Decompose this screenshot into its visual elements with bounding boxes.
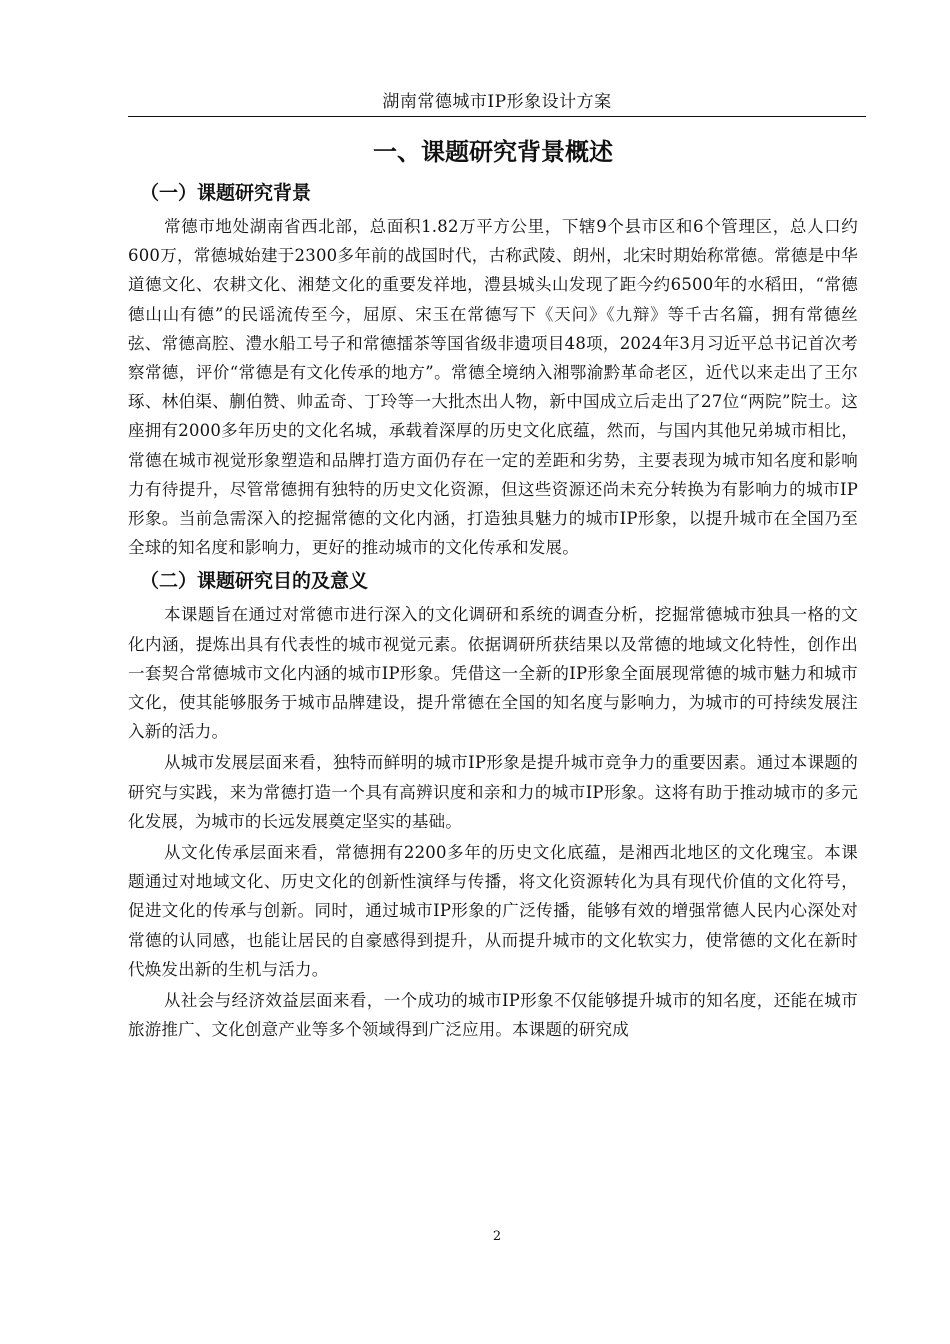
paragraph: 从文化传承层面来看，常德拥有2200多年的历史文化底蕴，是湘西北地区的文化瑰宝。本课题通过对地域文化、历史文化的创新性演绎与传播，将文化资源转化为具有现代价值的文化符号，促进文化的传承与创新。同时，通过城市IP形象的广泛传播，能够有效的增强常德人民内心深处对常德的认同感，也能让居民的自豪感得到提升，从而提升城市的文化软实力，使常德的文化在新时代焕发出新的生机与活力。 <box>128 843 858 979</box>
header-divider <box>128 116 866 117</box>
page-number: 2 <box>492 1229 502 1244</box>
paragraph: 本课题旨在通过对常德市进行深入的文化调研和系统的调查分析，挖掘常德城市独具一格的文化内涵，提炼出具有代表性的城市视觉元素。依据调研所获结果以及常德的地域文化特性，创作出一套契合常德城市文化内涵的城市IP形象。凭借这一全新的IP形象全面展现常德的城市魅力和城市文化，使其能够服务于城市品牌建设，提升常德在全国的知名度与影响力，为城市的可持续发展注入新的活力。 <box>128 605 858 742</box>
running-header: 湖南常德城市IP形象设计方案 <box>382 92 612 112</box>
chapter-title: 一、课题研究背景概述 <box>373 138 613 166</box>
paragraph: 常德市地处湖南省西北部，总面积1.82万平方公里，下辖9个县市区和6个管理区，总人口约600万，常德城始建于2300多年前的战国时代，古称武陵、朗州，北宋时期始称常德。常德是中华道德文化、农耕文化、湘楚文化的重要发祥地，澧县城头山发现了距今约6500年的水稻田，“常德德山山有德”的民谣流传至今，屈原、宋玉在常德写下《天问》《九辩》等千古名篇，拥有常德丝弦、常德高腔、澧水船工号子和常德擂茶等国省级非遗项目48项，2024年3月习近平总书记首次考察常德，评价“常德是有文化传承的地方”。常德全境纳入湘鄂渝黔革命老区，近代以来走出了王尔琢、林伯渠、蒯伯赞、帅孟奇、丁玲等一大批杰出人物，新中国成立后走出了27位“两院”院士。这座拥有2000多年历史的文化名城，承载着深厚的历史文化底蕴，然而，与国内其他兄弟城市相比，常德在城市视觉形象塑造和品牌打造方面仍存在一定的差距和劣势，主要表现为城市知名度和影响力有待提升，尽管常德拥有独特的历史文化资源，但这些资源还尚未充分转换为有影响力的城市IP形象。当前急需深入的挖掘常德的文化内涵，打造独具魅力的城市IP形象，以提升城市在全国乃至全球的知名度和影响力，更好的推动城市的文化传承和发展。 <box>128 217 858 558</box>
paragraph: 从城市发展层面来看，独特而鲜明的城市IP形象是提升城市竞争力的重要因素。通过本课题的研究与实践，来为常德打造一个具有高辨识度和亲和力的城市IP形象。这将有助于推动城市的多元化发展，为城市的长远发展奠定坚实的基础。 <box>128 753 858 831</box>
page-body <box>128 132 858 1046</box>
section-title-background: （一）课题研究背景 <box>140 182 312 204</box>
section-title-purpose: （二）课题研究目的及意义 <box>140 570 369 593</box>
paragraph: 从社会与经济效益层面来看，一个成功的城市IP形象不仅能够提升城市的知名度，还能在城市旅游推广、文化创意产业等多个领域得到广泛应用。本课题的研究成 <box>128 991 858 1040</box>
